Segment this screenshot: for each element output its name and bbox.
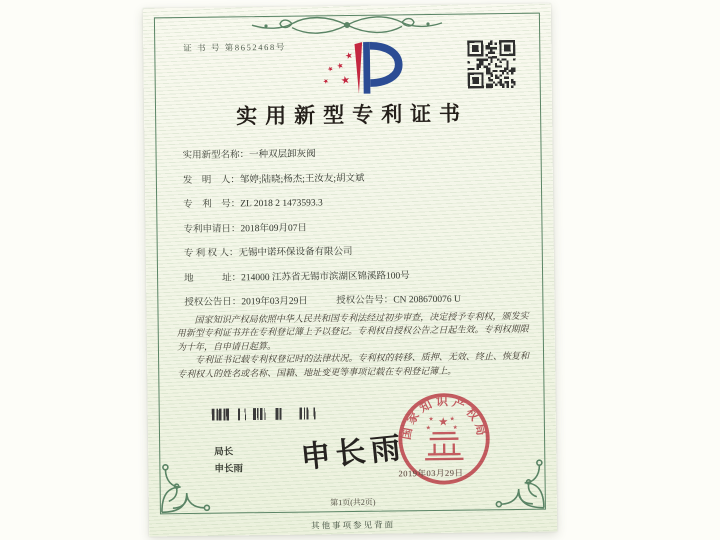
grant-no-label: 授权公告号：	[336, 295, 394, 307]
field-label: 专 利 权 人：	[183, 248, 239, 260]
field-row-patent-no	[183, 195, 527, 212]
body-paragraph-1: 国家知识产权局依照中华人民共和国专利法经过初步审查，决定授予专利权，颁发实用新型专利证书并在专利登记簿上予以登记。专利权自授权公告之日起生效。专利权期限为十年，自申请日起算。	[176, 310, 529, 352]
svg-text:★: ★	[438, 414, 449, 429]
svg-text:★: ★	[344, 50, 355, 63]
back-note: 其他事项参见背面	[311, 519, 396, 531]
svg-text:★: ★	[335, 60, 345, 72]
director-block	[214, 444, 243, 478]
director-signature: 申长雨	[299, 431, 407, 475]
svg-text:★: ★	[449, 416, 455, 423]
cnipa-logo-icon	[317, 37, 404, 100]
grant-date	[184, 297, 308, 309]
svg-text:★: ★	[428, 416, 434, 423]
field-list	[183, 146, 529, 322]
grant-date-label: 授权公告日：	[184, 297, 242, 309]
field-label: 地 址：	[184, 272, 242, 284]
barcode	[212, 407, 316, 420]
patent-certificate	[143, 4, 557, 537]
page-number: 第1页(共2页)	[330, 497, 376, 508]
field-value: 邹婷;陆晓;杨杰;王汝友;胡文斌	[239, 173, 365, 185]
top-ornament-icon	[242, 12, 452, 39]
field-value: 214000 江苏省无锡市滨湖区锦溪路100号	[241, 270, 410, 283]
field-label: 专 利 号：	[183, 199, 241, 211]
field-label: 实用新型名称：	[182, 150, 250, 162]
svg-text:★: ★	[452, 425, 458, 432]
seal-agency-text: 国家知识产权局	[398, 394, 490, 441]
svg-text:★: ★	[321, 76, 331, 87]
svg-text:★: ★	[425, 425, 431, 432]
grant-date-value: 2019年03月29日	[241, 296, 308, 308]
field-row-patentee	[184, 244, 528, 261]
seal-date: 2019年03月29日	[398, 467, 464, 479]
svg-text:★: ★	[326, 64, 335, 74]
field-value: ZL 2018 2 1473593.3	[240, 198, 323, 210]
field-row-name	[183, 146, 527, 163]
field-value: 一种双层卸灰阀	[249, 149, 316, 161]
grant-no-value: CN 208670076 U	[393, 294, 461, 306]
grant-number	[336, 295, 461, 307]
director-label: 局长	[214, 447, 234, 458]
body-paragraph-2: 专利证书记载专利权登记时的法律状况。专利权的转移、质押、无效、终止、恢复和专利权人的姓名或名称、国籍、地址变更等事项记载在专利登记簿上。	[177, 351, 530, 379]
field-label: 专利申请日：	[183, 223, 241, 235]
field-row-address	[184, 268, 528, 285]
certificate-number: 证 书 号 第8652468号	[183, 41, 286, 54]
certificate-title: 实用新型专利证书	[235, 101, 469, 129]
seal-emblem	[425, 414, 464, 459]
qr-code	[467, 40, 516, 89]
field-row-grant	[184, 293, 528, 310]
certificate-body	[177, 310, 530, 381]
director-name: 申长雨	[214, 464, 244, 475]
field-value: 无锡中诺环保设备有限公司	[238, 246, 353, 259]
field-value: 2018年09月07日	[240, 223, 308, 234]
svg-text:★: ★	[339, 73, 352, 88]
field-row-filing-date	[183, 219, 527, 236]
field-label: 发 明 人：	[182, 174, 240, 186]
field-row-inventors	[183, 170, 527, 187]
